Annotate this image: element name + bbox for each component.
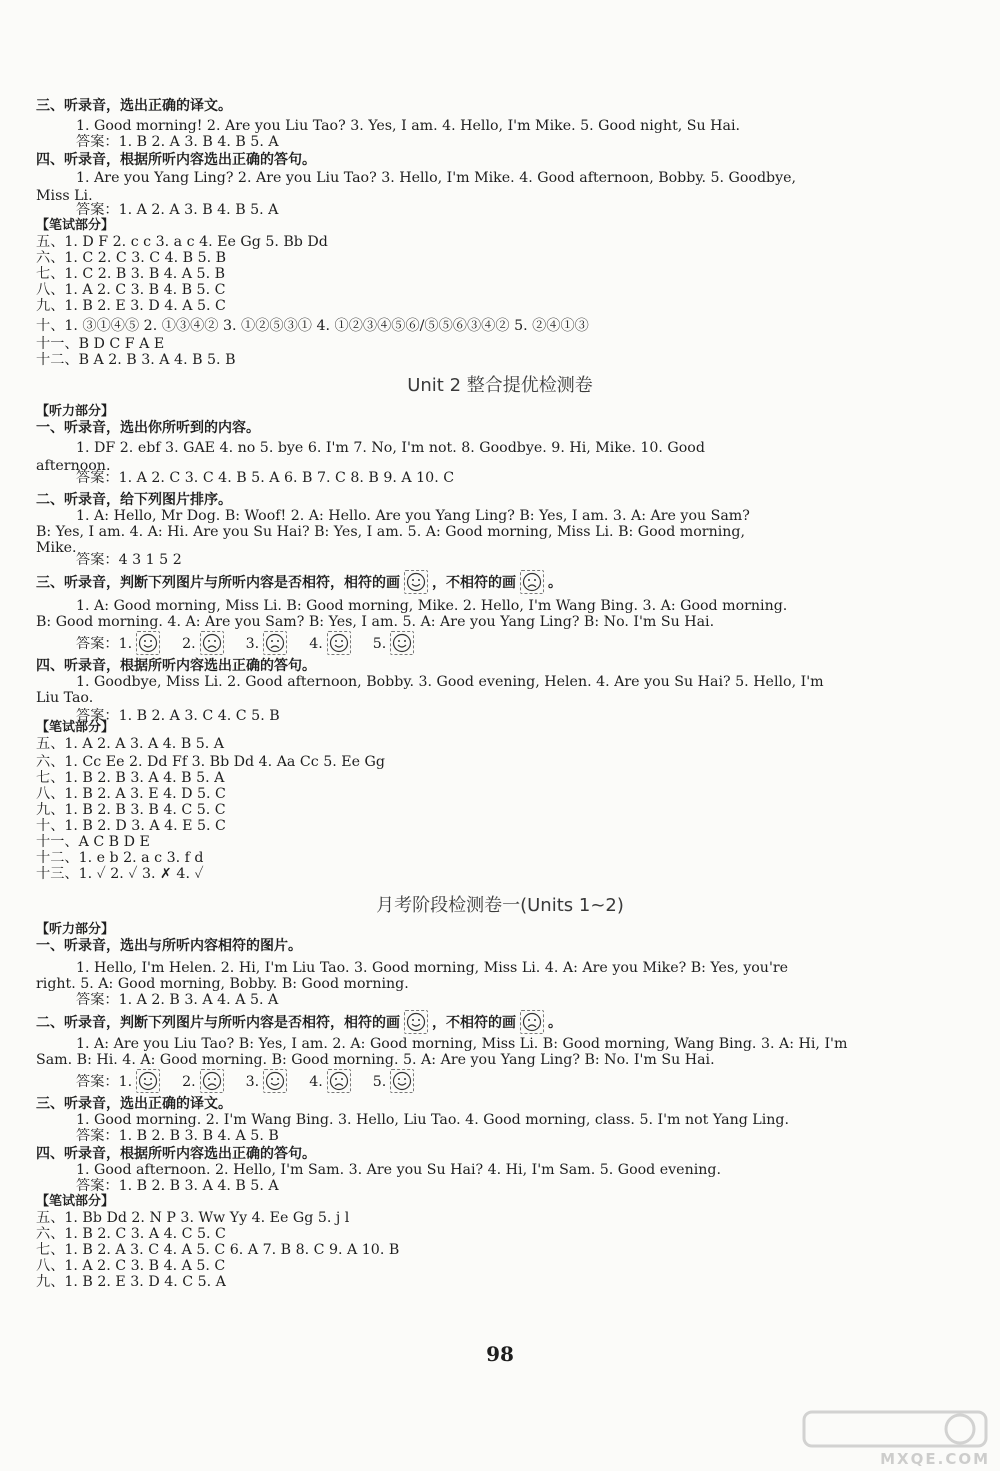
inline-text: 2. bbox=[182, 1074, 196, 1090]
answer-line: 答案：1. B 2. B 3. B 4. A 5. B bbox=[76, 1128, 279, 1144]
question-heading: 四、听录音，根据所听内容选出正确的答句。 bbox=[36, 1146, 316, 1162]
answer-line: 七、1. B 2. A 3. C 4. A 5. C 6. A 7. B 8. C 9. A 10. B bbox=[36, 1242, 400, 1258]
answer-line: 五、1. D F 2. c c 3. a c 4. Ee Gg 5. Bb Dd bbox=[36, 234, 328, 250]
answer-line: 六、1. C 2. C 3. C 4. B 5. B bbox=[36, 250, 227, 266]
answer-line: 十、1. ③①④⑤ 2. ①③④② 3. ①②⑤③① 4. ①②③④⑤⑥/⑤⑤⑥③④② 5. ②④①③ bbox=[36, 318, 589, 334]
inline-text: 2. bbox=[182, 636, 196, 652]
answer-line: 十三、1. ✓ 2. ✓ 3. ✗ 4. ✓ bbox=[36, 866, 204, 882]
smiley-face-icon bbox=[404, 1010, 428, 1034]
answer-line: 1. A: Are you Liu Tao? B: Yes, I am. 2. A: Good morning, Miss Li. B: Good morning, Wang Bing. 3. A: Hi, I'm bbox=[76, 1036, 848, 1052]
inline-text: 。 bbox=[548, 1015, 562, 1031]
part-label: 【听力部分】 bbox=[36, 922, 115, 937]
answer-line: 1. Are you Yang Ling? 2. Are you Liu Tao? 3. Hello, I'm Mike. 4. Good afternoon, Bobby. 5. Goodbye, bbox=[76, 170, 797, 186]
sad-face-icon bbox=[200, 631, 224, 655]
watermark-site-text: MXQE.COM bbox=[880, 1450, 990, 1468]
answer-line: 五、1. A 2. A 3. A 4. B 5. A bbox=[36, 736, 225, 752]
smiley-face-icon bbox=[136, 631, 160, 655]
question-heading: 一、听录音，选出与所听内容相符的图片。 bbox=[36, 938, 302, 954]
answer-line: 1. Goodbye, Miss Li. 2. Good afternoon, Bobby. 3. Good evening, Helen. 4. Are you Su Hai? 5. Hello, I'm bbox=[76, 674, 824, 690]
question-heading: 三、听录音，选出正确的译文。 bbox=[36, 98, 232, 114]
inline-text: 4. bbox=[309, 636, 323, 652]
answer-line: 答案：1. A 2. B 3. A 4. A 5. A bbox=[76, 992, 279, 1008]
question-heading: 一、听录音，选出你所听到的内容。 bbox=[36, 420, 260, 436]
answer-line: 十一、A C B D E bbox=[36, 834, 150, 850]
answer-line: 六、1. B 2. C 3. A 4. C 5. C bbox=[36, 1226, 226, 1242]
answer-line: 1. DF 2. ebf 3. GAE 4. no 5. bye 6. I'm 7. No, I'm not. 8. Goodbye. 9. Hi, Mike. 10. Good bbox=[76, 440, 705, 456]
answer-line: 答案：1. B 2. A 3. C 4. C 5. B bbox=[76, 708, 280, 724]
answer-line: 答案：1. A 2. A 3. B 4. B 5. A bbox=[76, 202, 279, 218]
sad-face-icon bbox=[200, 1069, 224, 1093]
part-label: 【笔试部分】 bbox=[36, 720, 115, 735]
inline-text: 5. bbox=[372, 636, 387, 652]
answer-line: 十一、B D C F A E bbox=[36, 336, 165, 352]
inline-text: ，不相符的画 bbox=[432, 1015, 516, 1031]
answer-line: 八、1. A 2. C 3. B 4. A 5. C bbox=[36, 1258, 226, 1274]
answer-line: B: Good morning. 4. A: Are you Sam? B: Yes, I am. 5. A: Are you Yang Ling? B: No. I'm Su Hai. bbox=[36, 614, 715, 630]
part-label: 【听力部分】 bbox=[36, 404, 115, 419]
answer-line: 八、1. B 2. A 3. E 4. D 5. C bbox=[36, 786, 226, 802]
section-title: 月考阶段检测卷一(Units 1~2) bbox=[376, 895, 624, 916]
answer-line: Liu Tao. bbox=[36, 690, 94, 706]
answer-line: 1. Good morning! 2. Are you Liu Tao? 3. Yes, I am. 4. Hello, I'm Mike. 5. Good night, Su Hai. bbox=[76, 118, 741, 134]
page-number: 98 bbox=[486, 1342, 514, 1366]
answer-line: Sam. B: Hi. 4. A: Good morning. B: Good morning. 5. A: Are you Yang Ling? B: No. I'm Su Hai. bbox=[36, 1052, 715, 1068]
smiley-face-icon bbox=[404, 570, 428, 594]
answer-line: 答案：1. B 2. B 3. A 4. B 5. A bbox=[76, 1178, 279, 1194]
smiley-face-icon bbox=[390, 1069, 414, 1093]
inline-text: 答案：1. bbox=[76, 636, 133, 652]
part-label: 【笔试部分】 bbox=[36, 218, 115, 233]
answer-line: 答案：1. A 2. C 3. C 4. B 5. A 6. B 7. C 8. B 9. A 10. C bbox=[76, 470, 455, 486]
smiley-face-icon bbox=[136, 1069, 160, 1093]
section-title: Unit 2 整合提优检测卷 bbox=[407, 375, 593, 396]
answer-faces-line bbox=[76, 630, 1000, 658]
answer-line: 十二、B A 2. B 3. A 4. B 5. B bbox=[36, 352, 236, 368]
answer-faces-line bbox=[76, 1068, 1000, 1096]
smiley-face-icon bbox=[390, 631, 414, 655]
answer-line: 八、1. A 2. C 3. B 4. B 5. C bbox=[36, 282, 226, 298]
answer-line: 1. A: Hello, Mr Dog. B: Woof! 2. A: Hello. Are you Yang Ling? B: Yes, I am. 3. A: Are you Sam? bbox=[76, 508, 750, 524]
inline-text: 3. bbox=[245, 1074, 260, 1090]
sad-face-icon bbox=[327, 1069, 351, 1093]
sad-face-icon bbox=[263, 631, 287, 655]
answer-line: right. 5. A: Good morning, Bobby. B: Good morning. bbox=[36, 976, 409, 992]
answer-line: 七、1. C 2. B 3. B 4. A 5. B bbox=[36, 266, 226, 282]
answer-line: Mike. bbox=[36, 540, 77, 556]
inline-text: 。 bbox=[548, 575, 562, 591]
answer-line: 1. A: Good morning, Miss Li. B: Good morning, Mike. 2. Hello, I'm Wang Bing. 3. A: Good morning. bbox=[76, 598, 788, 614]
answer-line: 十二、1. e b 2. a c 3. f d bbox=[36, 850, 204, 866]
answer-line: B: Yes, I am. 4. A: Hi. Are you Su Hai? B: Yes, I am. 5. A: Good morning, Miss Li. B: Good morning, bbox=[36, 524, 745, 540]
question-heading bbox=[36, 570, 1000, 596]
answer-line: 七、1. B 2. B 3. A 4. B 5. A bbox=[36, 770, 225, 786]
answer-line: 九、1. B 2. B 3. B 4. C 5. C bbox=[36, 802, 226, 818]
answer-line: 1. Good afternoon. 2. Hello, I'm Sam. 3. Are you Su Hai? 4. Hi, I'm Sam. 5. Good evening. bbox=[76, 1162, 721, 1178]
inline-text: 5. bbox=[372, 1074, 387, 1090]
part-label: 【笔试部分】 bbox=[36, 1194, 115, 1209]
answer-line: 答案：4 3 1 5 2 bbox=[76, 552, 182, 568]
answer-line: Miss Li. bbox=[36, 188, 93, 204]
answer-line: 1. Hello, I'm Helen. 2. Hi, I'm Liu Tao. 3. Good morning, Miss Li. 4. A: Are you Mike? B: Yes, you're bbox=[76, 960, 789, 976]
question-heading: 四、听录音，根据所听内容选出正确的答句。 bbox=[36, 658, 316, 674]
inline-text: 答案：1. bbox=[76, 1074, 133, 1090]
question-heading: 二、听录音，给下列图片排序。 bbox=[36, 492, 232, 508]
answer-line: 十、1. B 2. D 3. A 4. E 5. C bbox=[36, 818, 226, 834]
inline-text: 4. bbox=[309, 1074, 323, 1090]
answer-line: 五、1. Bb Dd 2. N P 3. Ww Yy 4. Ee Gg 5. j l bbox=[36, 1210, 350, 1226]
answer-line: 九、1. B 2. E 3. D 4. A 5. C bbox=[36, 298, 226, 314]
answer-line: 六、1. Cc Ee 2. Dd Ff 3. Bb Dd 4. Aa Cc 5. Ee Gg bbox=[36, 754, 385, 770]
inline-text: 二、听录音，判断下列图片与所听内容是否相符，相符的画 bbox=[36, 1015, 400, 1031]
inline-text: ，不相符的画 bbox=[432, 575, 516, 591]
inline-text: 三、听录音，判断下列图片与所听内容是否相符，相符的画 bbox=[36, 575, 400, 591]
question-heading bbox=[36, 1010, 1000, 1036]
watermark-logo bbox=[800, 1408, 990, 1468]
answer-line: 答案：1. B 2. A 3. B 4. B 5. A bbox=[76, 134, 279, 150]
smiley-face-icon bbox=[263, 1069, 287, 1093]
question-heading: 四、听录音，根据所听内容选出正确的答句。 bbox=[36, 152, 316, 168]
sad-face-icon bbox=[520, 1010, 544, 1034]
inline-text: 3. bbox=[245, 636, 260, 652]
question-heading: 三、听录音，选出正确的译文。 bbox=[36, 1096, 232, 1112]
answer-line: afternoon. bbox=[36, 458, 111, 474]
smiley-face-icon bbox=[327, 631, 351, 655]
answer-line: 1. Good morning. 2. I'm Wang Bing. 3. Hello, Liu Tao. 4. Good morning, class. 5. I'm not Yang Ling. bbox=[76, 1112, 789, 1128]
sad-face-icon bbox=[520, 570, 544, 594]
answer-line: 九、1. B 2. E 3. D 4. C 5. A bbox=[36, 1274, 226, 1290]
